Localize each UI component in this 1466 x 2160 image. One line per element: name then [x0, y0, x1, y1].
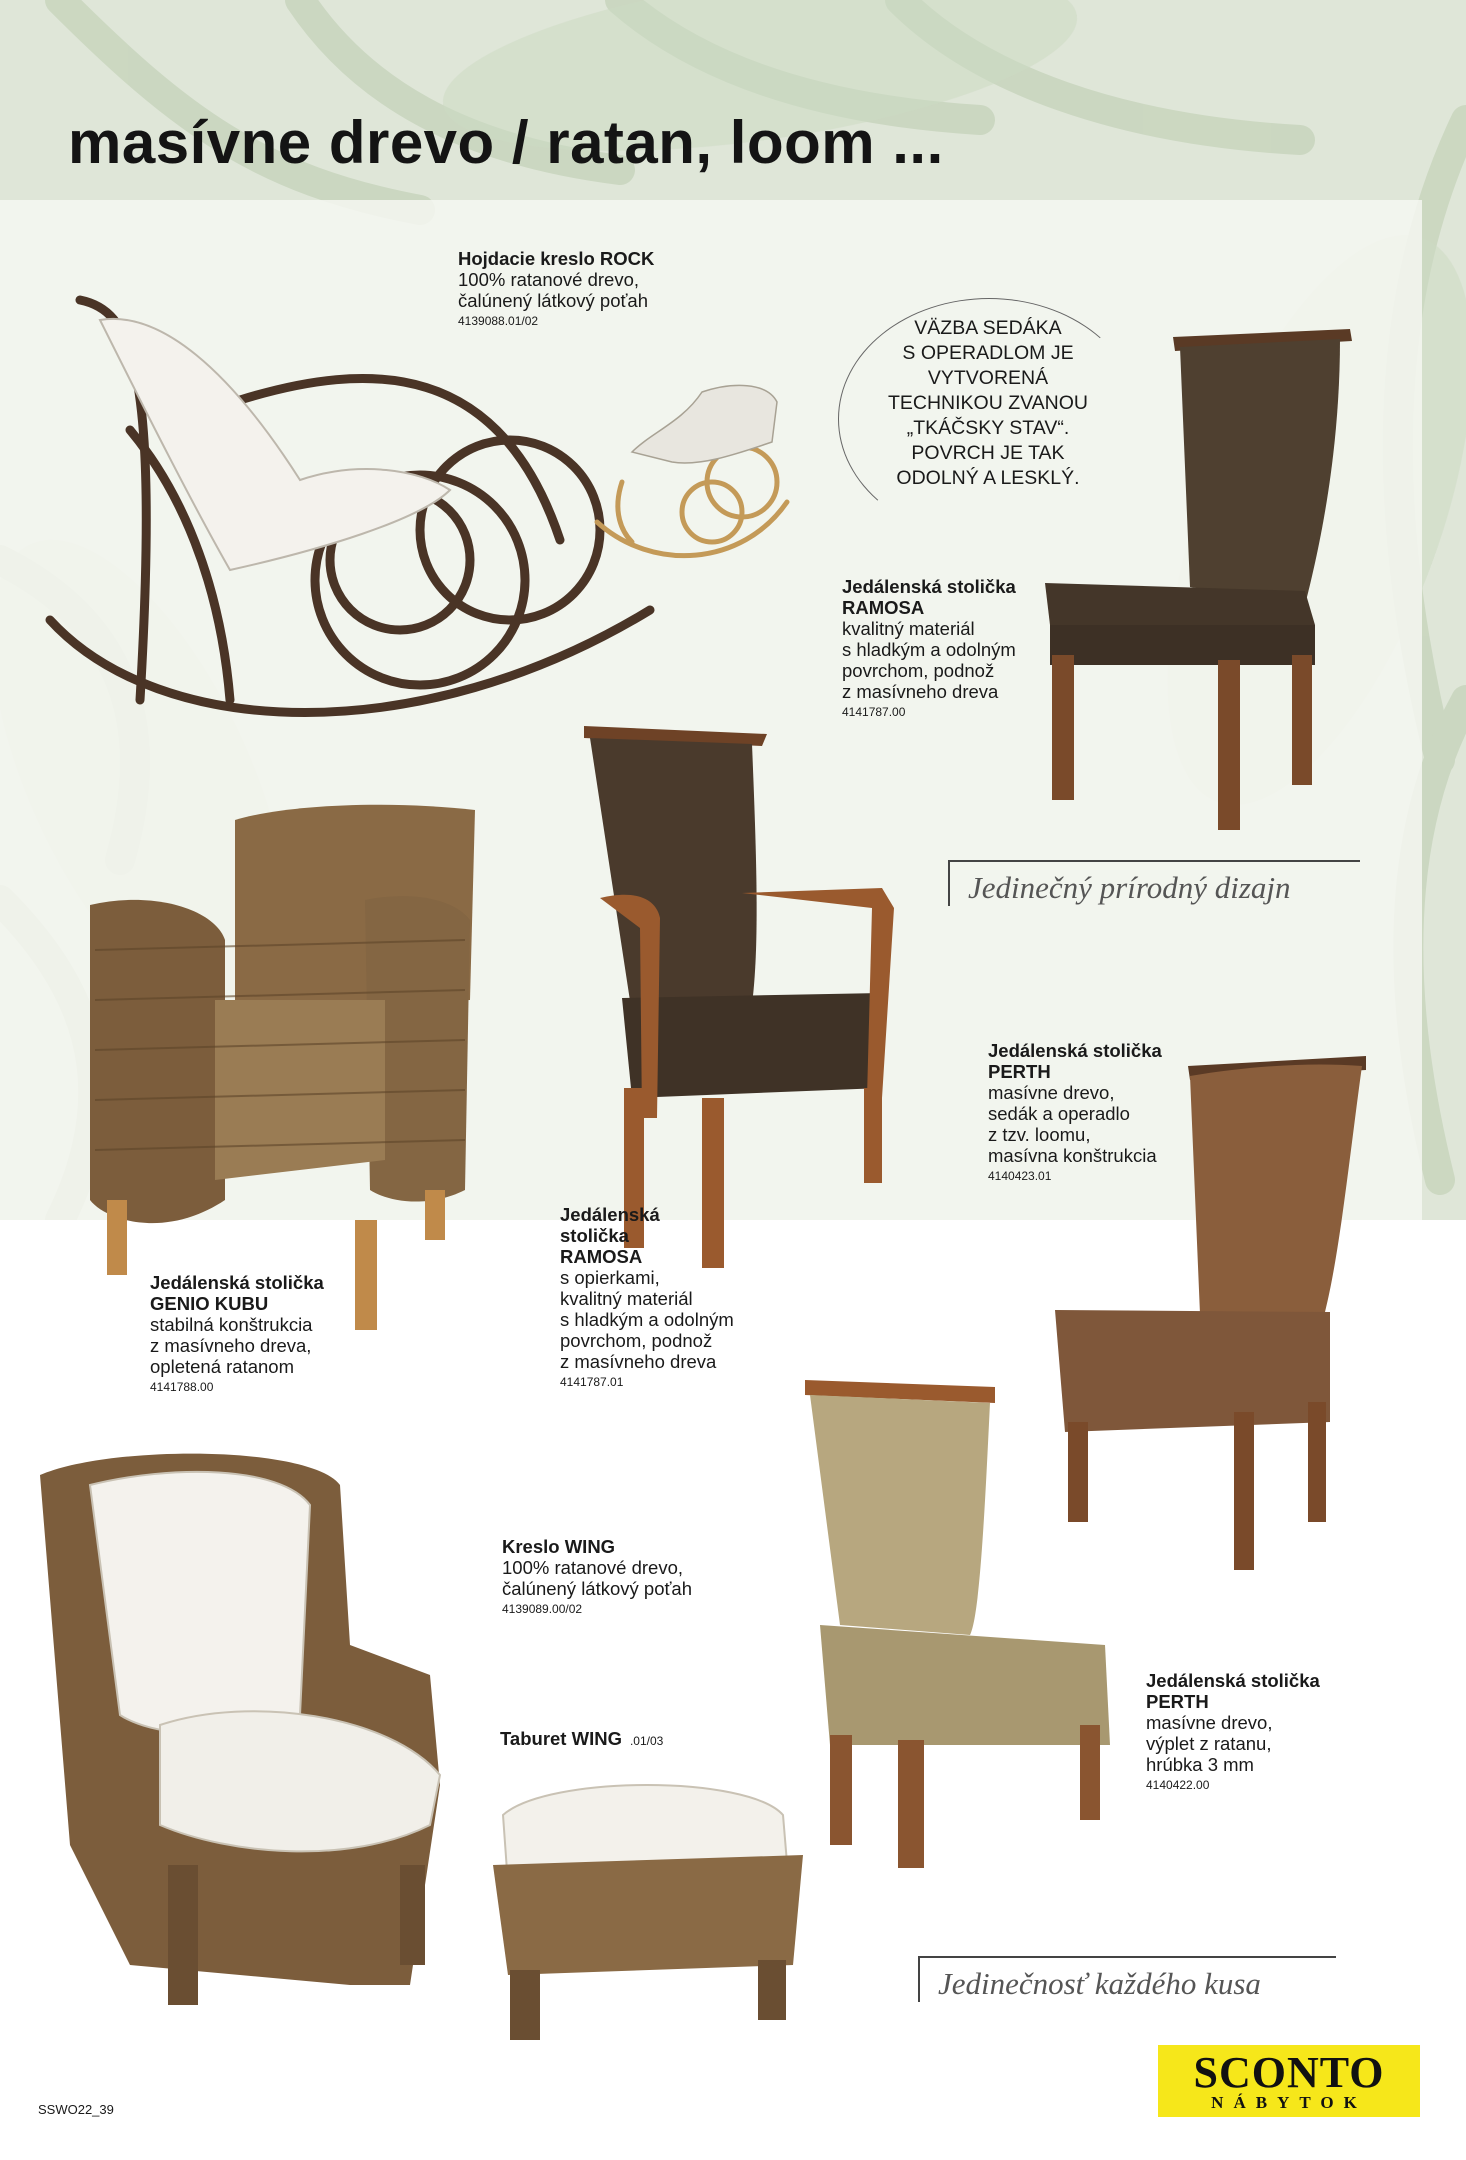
product-code: 4140422.00 — [1146, 1778, 1210, 1792]
sconto-logo — [1158, 2045, 1420, 2117]
armchair-wing-image — [30, 1445, 450, 2015]
product-wing-label — [502, 1536, 692, 1618]
product-genio-kubu-label — [150, 1272, 324, 1396]
product-code: 4140423.01 — [988, 1169, 1052, 1183]
product-code: 4141787.00 — [842, 705, 906, 719]
product-description: 100% ratanové drevo, čalúnený látkový poťah — [458, 269, 649, 311]
chair-ramosa-image — [1040, 325, 1370, 835]
product-code: 4141787.01 — [560, 1375, 624, 1389]
rocking-chair-rock-small-image — [592, 372, 792, 572]
page-code: SSWO22_39 — [38, 2102, 114, 2117]
product-rock-label — [458, 248, 654, 330]
product-name: Kreslo WING — [502, 1536, 616, 1557]
product-code: 4139089.00/02 — [502, 1602, 583, 1616]
product-description: kvalitný materiál s hladkým a odolným povrchom, podnož z masívneho dreva — [842, 618, 1016, 702]
logo-brand: SCONTO — [1193, 2048, 1385, 2097]
product-name: Jedálenská stolička RAMOSA — [842, 576, 1016, 618]
product-name: Taburet WING — [500, 1728, 622, 1749]
chair-genio-kubu-image — [85, 800, 485, 1335]
product-description: masívne drevo, výplet z ratanu, hrúbka 3 mm — [1146, 1712, 1273, 1775]
footstool-wing-image — [488, 1775, 808, 2045]
product-perth-rattan-label — [1146, 1670, 1320, 1794]
product-description: masívne drevo, sedák a operadlo z tzv. loomu, masívna konštrukcia — [988, 1082, 1157, 1166]
product-name: Jedálenská stolička GENIO KUBU — [150, 1272, 324, 1314]
tagline-natural-design: Jedinečný prírodný dizajn — [948, 860, 1360, 906]
tagline-uniqueness: Jedinečnosť každého kusa — [918, 1956, 1336, 2002]
logo-sub: NÁBYTOK — [1211, 2093, 1367, 2112]
product-name: Hojdacie kreslo ROCK — [458, 248, 655, 269]
page-title: masívne drevo / ratan, loom ... — [68, 109, 944, 176]
rocking-chair-rock-image — [40, 280, 670, 760]
product-code: .01/03 — [629, 1734, 664, 1748]
product-code: 4139088.01/02 — [458, 314, 539, 328]
chair-perth-rattan-image — [800, 1375, 1120, 1870]
product-ramosa-armrests-label — [560, 1204, 734, 1391]
product-name: Jedálenská stolička PERTH — [988, 1040, 1162, 1082]
product-code: 4141788.00 — [150, 1380, 214, 1394]
product-name: Jedálenská stolička PERTH — [1146, 1670, 1320, 1712]
callout-text: VÄZBA SEDÁKA S OPERADLOM JE VYTVORENÁ TECHNIKOU ZVANOU „TKÁČSKY STAV“. POVRCH JE TAK ODOLNÝ A LESKLÝ. — [887, 317, 1089, 489]
product-description: 100% ratanové drevo, čalúnený látkový poťah — [502, 1557, 693, 1599]
product-ramosa-label — [842, 576, 1016, 721]
product-description: s opierkami, kvalitný materiál s hladkým a odolným povrchom, podnož z masívneho dreva — [560, 1267, 734, 1372]
product-description: stabilná konštrukcia z masívneho dreva, opletená ratanom — [150, 1314, 313, 1377]
product-perth-loom-label — [988, 1040, 1162, 1185]
product-taburet-wing-label — [500, 1728, 663, 1752]
chair-ramosa-armrests-image — [582, 718, 917, 1273]
product-name: Jedálenská stolička RAMOSA — [560, 1204, 660, 1267]
